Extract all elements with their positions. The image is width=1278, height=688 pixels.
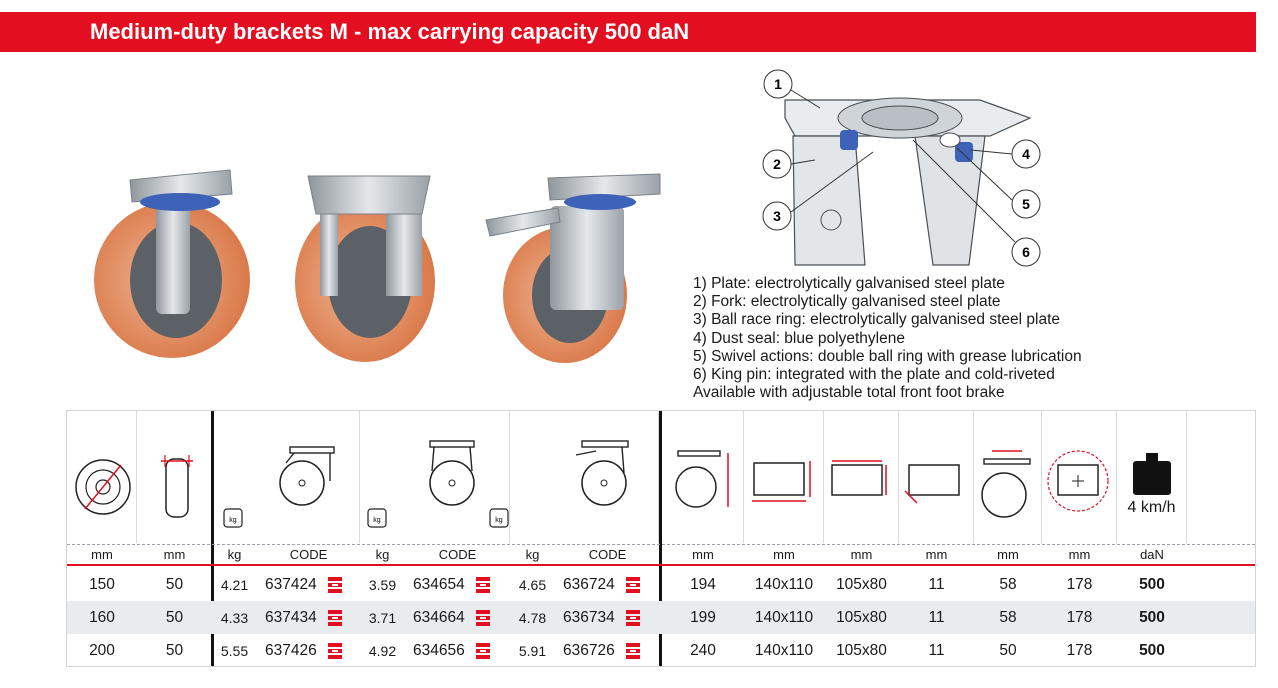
holes-cell: 105x80 xyxy=(836,641,887,659)
load-capacity-header xyxy=(1117,411,1187,543)
plate-cell: 140x110 xyxy=(754,608,814,626)
speed-label: 4 km/h xyxy=(1127,499,1176,516)
offset-icon xyxy=(974,411,1042,543)
table-row xyxy=(67,601,1255,634)
weight-cell: 3.59 xyxy=(368,576,397,593)
width-cell: 50 xyxy=(165,641,184,659)
fixed-castor-photo xyxy=(295,176,435,362)
unit-cell: mm xyxy=(997,547,1019,562)
callout-6: 6 xyxy=(1022,244,1030,260)
code-text: 634664 xyxy=(413,608,465,626)
callout-2: 2 xyxy=(773,156,781,172)
weight-cell: 5.91 xyxy=(518,642,547,659)
hole-spacing-icon xyxy=(824,411,899,543)
code-text: 634654 xyxy=(413,575,465,593)
feature-list xyxy=(693,275,1253,402)
catalog-icon xyxy=(327,609,343,627)
load-cell: 500 xyxy=(1139,608,1165,626)
callout-5: 5 xyxy=(1022,196,1030,212)
code-cell xyxy=(405,568,510,601)
code-cell xyxy=(257,568,360,601)
fixed-castor-header xyxy=(360,411,510,543)
overall-height-header xyxy=(662,411,744,543)
weight-icon xyxy=(1117,411,1187,543)
plate-size-header xyxy=(744,411,824,543)
diameter-cell: 150 xyxy=(89,575,115,593)
offset-header xyxy=(974,411,1042,543)
code-text: 637434 xyxy=(265,608,317,626)
bolt-hole-icon xyxy=(899,411,974,543)
code-text: 636724 xyxy=(563,575,615,593)
product-photos xyxy=(80,150,670,370)
catalog-icon xyxy=(475,609,491,627)
feature-item: 3) Ball race ring: electrolytically galvanised steel plate xyxy=(693,311,1061,329)
holes-cell: 105x80 xyxy=(836,575,887,593)
code-text: 636726 xyxy=(563,641,615,659)
code-cell xyxy=(555,634,660,667)
unit-cell: mm xyxy=(850,547,873,562)
callout-3: 3 xyxy=(773,208,781,224)
swivel-radius-icon xyxy=(1042,411,1117,543)
empty-header xyxy=(1187,411,1255,543)
unit-cell: daN xyxy=(1140,547,1164,562)
weight-cell: 4.33 xyxy=(220,609,249,626)
code-cell xyxy=(405,634,510,667)
units-row xyxy=(67,544,1255,566)
load-cell: 500 xyxy=(1139,641,1165,659)
page-title: Medium-duty brackets M - max carrying capacity 500 daN xyxy=(90,19,690,44)
weight-cell: 5.55 xyxy=(220,642,249,659)
catalog-icon xyxy=(327,576,343,594)
code-cell xyxy=(257,634,360,667)
unit-cell: mm xyxy=(1068,547,1091,562)
bolt-cell: 11 xyxy=(928,608,945,626)
svg-text:kg: kg xyxy=(495,517,503,524)
cross-section-diagram xyxy=(745,60,1045,275)
unit-cell: CODE xyxy=(588,547,627,562)
radius-cell: 178 xyxy=(1066,641,1093,659)
catalog-icon xyxy=(327,642,343,660)
hole-spacing-header xyxy=(824,411,899,543)
overall-height-icon xyxy=(662,411,744,543)
feature-item: 5) Swivel actions: double ball ring with grease lubrication xyxy=(693,347,1082,365)
unit-cell: CODE xyxy=(289,547,328,562)
fixed-castor-icon xyxy=(360,411,510,543)
braked-castor-header xyxy=(495,411,659,543)
feature-item: 4) Dust seal: blue polyethylene xyxy=(693,329,905,347)
diameter-cell: 200 xyxy=(89,641,115,659)
code-text: 637424 xyxy=(265,575,317,593)
catalog-icon xyxy=(475,576,491,594)
offset-cell: 58 xyxy=(999,608,1017,626)
unit-cell: mm xyxy=(692,547,714,562)
callout-1: 1 xyxy=(774,76,782,92)
feature-item: 6) King pin: integrated with the plate and cold-riveted xyxy=(693,366,1055,384)
code-text: 634656 xyxy=(413,641,465,659)
catalog-icon xyxy=(475,642,491,660)
table-row xyxy=(67,634,1255,667)
swivel-castor-photo xyxy=(94,170,250,358)
catalog-icon xyxy=(625,609,641,627)
wheel-width-header xyxy=(137,411,212,543)
unit-cell: mm xyxy=(91,547,113,562)
unit-cell: kg xyxy=(375,547,390,562)
wheel-diameter-icon xyxy=(67,411,137,543)
offset-cell: 58 xyxy=(999,575,1017,593)
load-cell: 500 xyxy=(1139,575,1165,593)
svg-text:kg: kg xyxy=(229,517,237,524)
offset-cell: 50 xyxy=(999,641,1017,659)
braked-castor-icon xyxy=(495,411,659,543)
unit-cell: mm xyxy=(925,547,948,562)
unit-cell: mm xyxy=(163,547,186,562)
svg-text:kg: kg xyxy=(373,517,381,524)
plate-cell: 140x110 xyxy=(754,575,814,593)
plate-size-icon xyxy=(744,411,824,543)
catalog-icon xyxy=(625,642,641,660)
diameter-cell: 160 xyxy=(89,608,115,626)
radius-cell: 178 xyxy=(1066,608,1093,626)
holes-cell: 105x80 xyxy=(836,608,887,626)
weight-cell: 4.92 xyxy=(368,642,397,659)
weight-cell: 3.71 xyxy=(368,609,397,626)
swivel-castor-header xyxy=(212,411,360,543)
width-cell: 50 xyxy=(165,608,184,626)
weight-cell: 4.21 xyxy=(220,576,249,593)
height-cell: 194 xyxy=(690,575,716,593)
unit-cell: kg xyxy=(525,547,540,562)
height-cell: 199 xyxy=(690,608,716,626)
weight-cell: 4.65 xyxy=(518,576,547,593)
feature-item: Available with adjustable total front foot brake xyxy=(693,384,1005,402)
callout-4: 4 xyxy=(1022,146,1030,162)
unit-cell: mm xyxy=(773,547,795,562)
unit-cell: kg xyxy=(227,547,242,562)
weight-cell: 4.78 xyxy=(518,609,547,626)
swivel-castor-icon xyxy=(212,411,360,543)
code-cell xyxy=(555,601,660,634)
wheel-diameter-header xyxy=(67,411,137,543)
width-cell: 50 xyxy=(165,575,184,593)
code-text: 637426 xyxy=(265,641,317,659)
swivel-radius-header xyxy=(1042,411,1117,543)
feature-item: 1) Plate: electrolytically galvanised steel plate xyxy=(693,275,1005,292)
bolt-hole-header xyxy=(899,411,974,543)
code-cell xyxy=(257,601,360,634)
catalog-icon xyxy=(625,576,641,594)
spec-table xyxy=(66,410,1256,667)
height-cell: 240 xyxy=(690,641,716,659)
table-row xyxy=(67,568,1255,601)
feature-item: 2) Fork: electrolytically galvanised steel plate xyxy=(693,293,1001,311)
radius-cell: 178 xyxy=(1066,575,1093,593)
bolt-cell: 11 xyxy=(928,641,945,659)
code-text: 636734 xyxy=(563,608,615,626)
plate-cell: 140x110 xyxy=(754,641,814,659)
wheel-width-icon xyxy=(137,411,212,543)
code-cell xyxy=(405,601,510,634)
braked-castor-photo xyxy=(486,174,660,363)
unit-cell: CODE xyxy=(438,547,477,562)
code-cell xyxy=(555,568,660,601)
title-banner xyxy=(0,12,1256,52)
bolt-cell: 11 xyxy=(928,575,945,593)
